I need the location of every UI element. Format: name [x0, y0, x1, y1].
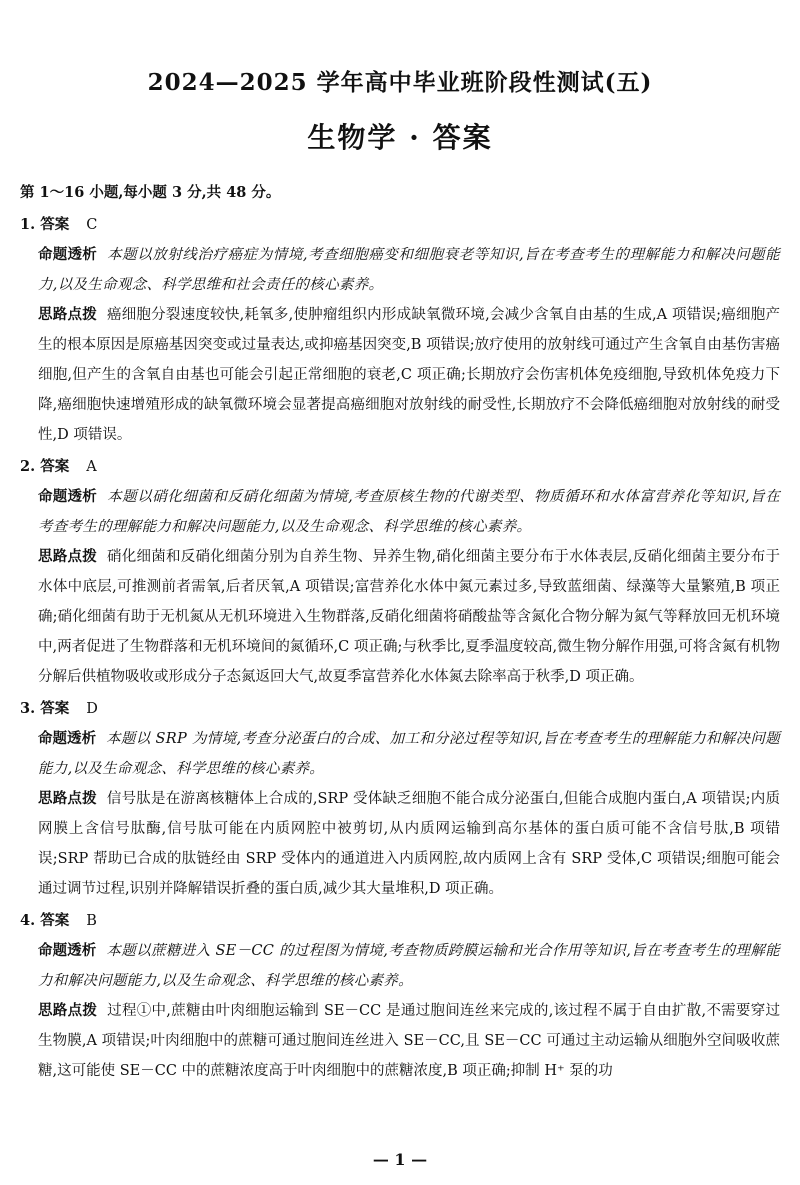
question-header: [20, 694, 780, 724]
analysis-paragraph: [20, 936, 780, 996]
question-number: 2.: [20, 458, 36, 475]
thinking-text: 过程①中,蔗糖由叶肉细胞运输到 SE－CC 是通过胞间连丝来完成的,该过程不属于自由扩散,不需要穿过生物膜,A 项错误;叶肉细胞中的蔗糖可通过胞间连丝进入 SE－CC,且 SE－CC 可通过主动运输从细胞外空间吸收蔗糖,这可能使 SE－CC 中的蔗糖浓度高于叶肉细胞中的蔗糖浓度,B 项正确;抑制 H⁺ 泵的功: [38, 1003, 781, 1079]
answer-label: 答案: [40, 912, 70, 929]
question-header: [20, 906, 780, 936]
scoring-intro: 第 1～16 小题,每小题 3 分,共 48 分。: [20, 184, 281, 201]
analysis-label: 命题透析: [38, 488, 98, 505]
document-subtitle: 生物学 · 答案: [307, 121, 493, 154]
analysis-text: 本题以 SRP 为情境,考查分泌蛋白的合成、加工和分泌过程等知识,旨在考查考生的理解能力和解决问题能力,以及生命观念、科学思维的核心素养。: [38, 731, 780, 777]
question-header: [20, 210, 780, 240]
thinking-label: 思路点拨: [38, 548, 97, 565]
thinking-paragraph: [20, 300, 780, 450]
answer-value: B: [86, 913, 97, 929]
question-number: 4.: [20, 912, 36, 929]
analysis-label: 命题透析: [38, 730, 97, 747]
page-number: — 1 —: [372, 1150, 428, 1169]
answer-label: 答案: [40, 216, 70, 233]
question-3: [20, 694, 780, 904]
question-1: [20, 210, 780, 450]
thinking-label: 思路点拨: [38, 306, 97, 323]
question-4: [20, 906, 780, 1086]
analysis-text: 本题以放射线治疗癌症为情境,考查细胞癌变和细胞衰老等知识,旨在考查考生的理解能力和解决问题能力,以及生命观念、科学思维和社会责任的核心素养。: [38, 247, 781, 293]
answer-value: D: [86, 701, 98, 717]
answer-value: C: [86, 217, 98, 233]
question-2: [20, 452, 780, 692]
question-header: [20, 452, 780, 482]
thinking-text: 癌细胞分裂速度较快,耗氧多,使肿瘤组织内形成缺氧微环境,会减少含氧自由基的生成,A 项错误;癌细胞产生的根本原因是原癌基因突变或过量表达,或抑癌基因突变,B 项错误;放疗使用的放射线可通过产生含氧自由基伤害癌细胞,但产生的含氧自由基也可能会引起正常细胞的衰老,C 项正确;长期放疗会伤害机体免疫细胞,导致机体免疫力下降,癌细胞快速增殖形成的缺氧微环境会显著提高癌细胞对放射线的耐受性,长期放疗不会降低癌细胞对放射线的耐受性,D 项错误。: [38, 307, 780, 443]
answer-label: 答案: [40, 458, 70, 475]
document-title: 2024—2025 学年高中毕业班阶段性测试(五): [147, 69, 653, 96]
thinking-paragraph: [20, 542, 780, 692]
analysis-paragraph: [20, 482, 780, 542]
analysis-paragraph: [20, 724, 780, 784]
answer-label: 答案: [40, 700, 70, 717]
answer-content: [20, 178, 780, 1086]
analysis-label: 命题透析: [38, 942, 97, 959]
question-number: 1.: [20, 216, 36, 233]
thinking-label: 思路点拨: [38, 790, 97, 807]
analysis-label: 命题透析: [38, 246, 98, 263]
thinking-text: 硝化细菌和反硝化细菌分别为自养生物、异养生物,硝化细菌主要分布于水体表层,反硝化细菌主要分布于水体中底层,可推测前者需氧,后者厌氧,A 项错误;富营养化水体中氮元素过多,导致蓝细菌、绿藻等大量繁殖,B 项正确;硝化细菌有助于无机氮从无机环境进入生物群落,反硝化细菌将硝酸盐等含氮化合物分解为氮气等释放回无机环境中,两者促进了生物群落和无机环境间的氮循环,C 项正确;与秋季比,夏季温度较高,微生物分解作用强,可将含氮有机物分解后供植物吸收或形成分子态氮返回大气,故夏季富营养化水体氮去除率高于秋季,D 项正确。: [38, 549, 780, 685]
question-number: 3.: [20, 700, 36, 717]
answer-value: A: [86, 459, 97, 475]
thinking-text: 信号肽是在游离核糖体上合成的,SRP 受体缺乏细胞不能合成分泌蛋白,但能合成胞内蛋白,A 项错误;内质网膜上含信号肽酶,信号肽可能在内质网腔中被剪切,从内质网运输到高尔基体的蛋白质可能不含信号肽,B 项错误;SRP 帮助已合成的肽链经由 SRP 受体内的通道进入内质网腔,故内质网上含有 SRP 受体,C 项错误;细胞可能会通过调节过程,识别并降解错误折叠的蛋白质,减少其大量堆积,D 项正确。: [38, 791, 780, 897]
thinking-label: 思路点拨: [38, 1002, 98, 1019]
thinking-paragraph: [20, 784, 780, 904]
analysis-paragraph: [20, 240, 780, 300]
analysis-text: 本题以蔗糖进入 SE－CC 的过程图为情境,考查物质跨膜运输和光合作用等知识,旨在考查考生的理解能力和解决问题能力,以及生命观念、科学思维的核心素养。: [38, 943, 780, 989]
analysis-text: 本题以硝化细菌和反硝化细菌为情境,考查原核生物的代谢类型、物质循环和水体富营养化等知识,旨在考查考生的理解能力和解决问题能力,以及生命观念、科学思维的核心素养。: [38, 489, 781, 535]
thinking-paragraph: [20, 996, 780, 1086]
